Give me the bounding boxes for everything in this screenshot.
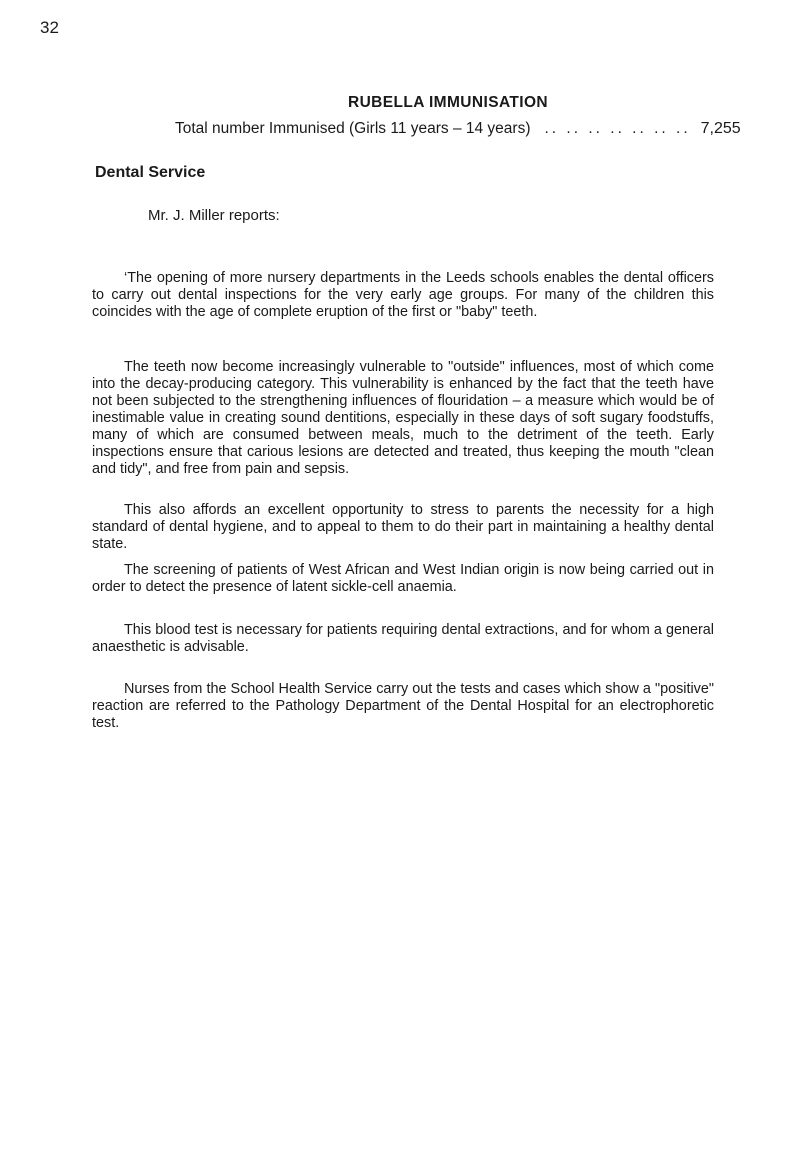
paragraph: The teeth now become increasingly vulnerable to "outside" influences, most of which come into the decay-producing category. This vulnerability is enhanced by the fact that the teeth have not been subjected to the strengthening influences of flouridation – a measure which would be of inestimable value in creating sound dentitions, especially in these days of soft sugary foodstuffs, many of which are consumed between meals, much to the detriment of the teeth. Early inspections ensure that carious lesions are detected and treated, thus keeping the mouth "clean and tidy", and free from pain and sepsis. xyxy=(92,359,714,478)
paragraph: This also affords an excellent opportunity to stress to parents the necessity for a high standard of dental hygiene, and to appeal to them to do their part in maintaining a healthy dental state. xyxy=(92,502,714,553)
rubella-heading: RUBELLA IMMUNISATION xyxy=(348,94,549,111)
page-number: 32 xyxy=(40,18,59,37)
section-title: Dental Service xyxy=(95,164,206,181)
paragraph: The screening of patients of West African and West Indian origin is now being carried out in order to detect the presence of latent sickle-cell anaemia. xyxy=(92,562,714,596)
rubella-leader-dots: .. .. .. .. .. .. .. xyxy=(544,120,691,137)
reporter-line: Mr. J. Miller reports: xyxy=(148,207,280,224)
rubella-total-row xyxy=(175,120,741,138)
rubella-total-value: 7,255 xyxy=(700,120,741,137)
paragraph: ‘The opening of more nursery departments in the Leeds schools enables the dental officers to carry out dental inspections for the very early age groups. For many of the children this coincides with the age of complete eruption of the first or "baby" teeth. xyxy=(92,270,714,321)
paragraph: This blood test is necessary for patients requiring dental extractions, and for whom a general anaesthetic is advisable. xyxy=(92,622,714,656)
paragraph: Nurses from the School Health Service carry out the tests and cases which show a "positive" reaction are referred to the Pathology Department of the Dental Hospital for an electrophoretic test. xyxy=(92,681,714,732)
rubella-total-label: Total number Immunised (Girls 11 years – 14 years) xyxy=(175,120,531,137)
